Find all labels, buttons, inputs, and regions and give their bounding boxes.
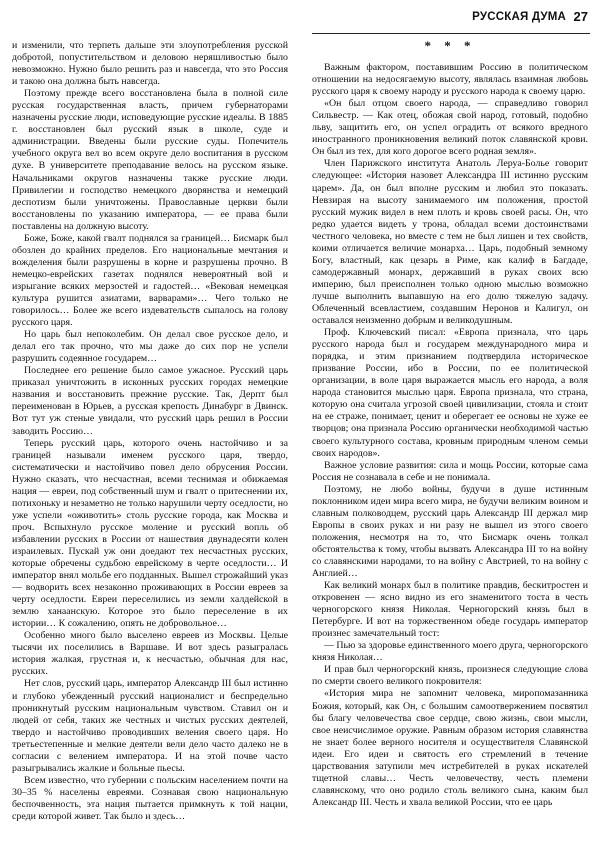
paragraph: Член Парижского института Анатоль Леруа-Болье говорит следующее: «История назовет Александра III истинно русским царем». Да, он был вполне русским и любил это показать. Невзирая на высоту занимаемого им положения, простой русский мужик видел в нем плоть и кровь своей расы. Он, что редко удается видеть у трона, обладал всеми достоинствами честного человека, но вместе с тем не был лишен и тех свойств, коими отличается величие монарха… Царь, подобный земному Богу, властный, как цезарь в Риме, как калиф в Багдаде, самодержавный монарх, державший в руках своих всю империю, был преисполнен только одною мыслью возможно лучше выполнить выпавшую на его долю тяжелую задачу. Облеченный всевластием, создавшим Неронов и Калигул, он оставался неизменно добрым и великодушным. <box>312 158 588 327</box>
page-number: 27 <box>573 9 588 24</box>
paragraph: Важное условие развития: сила и мощь России, которые сама Россия не сознавала в себе и не понимала. <box>312 459 588 483</box>
right-column <box>312 40 588 858</box>
paragraph: Но царь был непоколебим. Он делал свое русское дело, и делал его так прочно, что мы даже до сих пор не успели разрушить содеянное государем… <box>12 329 288 365</box>
paragraph: Важным фактором, поставившим Россию в политическом отношении на недосягаемую высоту, являлась взаимная любовь русского царя к своему народу и русского народа к своему царю. <box>312 62 588 98</box>
paragraph: Поэтому прежде всего восстановлена была в полной силе русская государственная власть, причем губернаторами назначены русские люди, исповедующие русские идеалы. В 1885 г. восстановлен был русский язык в школе, суде и администрации. Введены были русские суды. Попечитель учебного округа вел во всем округе дело воспитания в русском духе. В университете преподавание велось на русском языке. Начальниками округов назначены также русские люди. Привилегии и господство немецкого дворянства и немецкий деспотизм были уничтожены. Православные церкви были восстановлены по указанию императора, — ее права были поставлены на должную высоту. <box>12 88 288 232</box>
left-column <box>12 40 288 858</box>
paragraph: Последнее его решение было самое ужасное. Русский царь приказал уничтожить в исконных русских городах немецкие названия и восстановить прежние русские. Так, Дерпт был переименован в Юрьев, а русская крепость Динабург в Двинск. Вот тут уж стеные увидали, что русский царь решил в России заводить Россию… <box>12 365 288 437</box>
paragraph: — Пью за здоровье единственного моего друга, черногорского князя Николая… <box>312 640 588 664</box>
page-header <box>312 9 590 34</box>
section-divider: * * * <box>424 40 476 53</box>
magazine-title: РУССКАЯ ДУМА <box>472 11 566 23</box>
paragraph: Боже, Боже, какой гвалт поднялся за границей… Бисмарк был обозлен до крайних пределов. Его национальные мечтания и вожделения были разрушены в корне и разрушены прочно. В немецко-еврейских газетах поднялся невероятный вой и изрыгание всяких мерзостей и гадостей… «Вековая немецкая культура рушится азиатами, варварами»… Чего только не говорилось… Более же всего издевательств сыпалось на голову русского царя. <box>12 232 288 329</box>
paragraph: Всем известно, что губернии с польским населением почти на 30–35 % населены евреями. Сознавая свою национальную беспочвенность, эта нация пытается примкнуть к той нации, среди которой живет. Так было и здесь… <box>12 774 288 822</box>
paragraph: «История мира не запомнит человека, миропомазанника Божия, который, как Он, с большим самоотвержением посвятил бы благу человечества свое сердце, свою жизнь, свои мысли, свое неисчислимое оружие. Равным образом история славянства не знает более верного носителя и осуществителя Славянской идеи. Его идеи и святость его стремлений в течение царствования затупили меч истребителей в руках искателей тщетной славы… Честь человечеству, честь племени славянскому, что оно родило столь великого сына, каким был Александр III. Честь и хвала великой России, что ее царь <box>312 688 588 808</box>
paragraph: Теперь русский царь, которого очень настойчиво и за границей называли именем русского царя, твердо, систематически и настойчиво повел дело обрусения России. Нужно сказать, что несчастная, всеми теснимая и обижаемая нация — евреи, под собственный шум и гвалт о притеснении их, потихоньку и незаметно не только нарушили черту оседлости, но уже успели «оживотить» столь русские города, как Москва и проч. Вспыхнуло русское моление и русский вопль об избавлении русских в России от нашествия двунадесяти колен израилевых. Пускай уж они доедают тех несчастных русских, которые обречены судьбою еврейскому в черте оседлости… И император внял мольбе его подданных. Вышел строжайший указ — водворить всех незаконно проживающих в России евреев за черту оседлости. Евреи переселились из земли халдейской в землю ханаанскую. Которое это было переселение в их истории… К сожалению, опять не добровольное… <box>12 437 288 630</box>
paragraph: Проф. Ключевский писал: «Европа признала, что царь русского народа был и государем международного мира и порядка, и этим признанием подтвердила историческое призвание России, ибо в России, по ее политической организации, в воле царя выражается мысль его народа, а воля народа становится мыслью царя. Европа признала, что страна, которую она считала угрозой своей цивилизации, стояла и стоит на ее страже, понимает, ценит и оберегает ее основы не хуже ее творцов; она признала Россию органически необходимой частью своего культурного состава, кровным природным членом семьи своих народов». <box>312 327 588 459</box>
paragraph: Особенно много было выселено евреев из Москвы. Целые тысячи их поселились в Варшаве. И вот здесь разыгралась история жалкая, грустная и, к несчастью, обычная для нас, русских. <box>12 630 288 678</box>
paragraph: И прав был черногорский князь, произнеся следующие слова по смерти своего великого покровителя: <box>312 664 588 688</box>
paragraph: «Он был отцом своего народа, — справедливо говорил Сильвестр. — Как отец, обожая свой народ, готовый, подобно льву, защитить его, он успел оградить от всякого вредного иностранного проникновения великий поток славянской крови. Он был из тех, для кого дорогое всего родная земля». <box>312 98 588 158</box>
paragraph: Как великий монарх был в политике правдив, бескитростен и откровенен — ясно видно из его знаменитого тоста в честь черногорского князя Николая. Черногорский князь был в Петербурге. И вот на торжественном обеде государь император произнес замечательный тост: <box>312 580 588 640</box>
paragraph: и изменили, что терпеть дальше эти злоупотребления русской добротой, попустительством и деловою неряшливостью было невозможно. Нужно было решить раз и навсегда, что это Россия и такою она должна быть навсегда. <box>12 40 288 88</box>
paragraph: Нет слов, русский царь, император Александр III был истинно и глубоко убежденный русский националист и беспредельно проникнутый русским национальным чувством. Ставил он и людей от себя, таких же честных и чистых русских деятелей, твердо и настойчиво проводивших веления своего царя. Но третьестепенные и мелкие деятели вели дело часто далеко не в согласии с велением императора. И на этой почве часто разыгрывались жалкие и больные пьесы. <box>12 678 288 774</box>
paragraph: Поэтому, не любо войны, будучи в душе истинным поклонником идеи мира всего мира, не будучи великим воином и славным полководцем, русский царь Александр III держал мир Европы в своих руках и ни разу не вышел из этого своего положения, несмотря на то, что Бисмарк очень толкал обстоятельства к тому, чтобы вызвать Александра III то на войну со славянскими народами, то на войну с Австрией, то на войну с Англией… <box>312 483 588 580</box>
